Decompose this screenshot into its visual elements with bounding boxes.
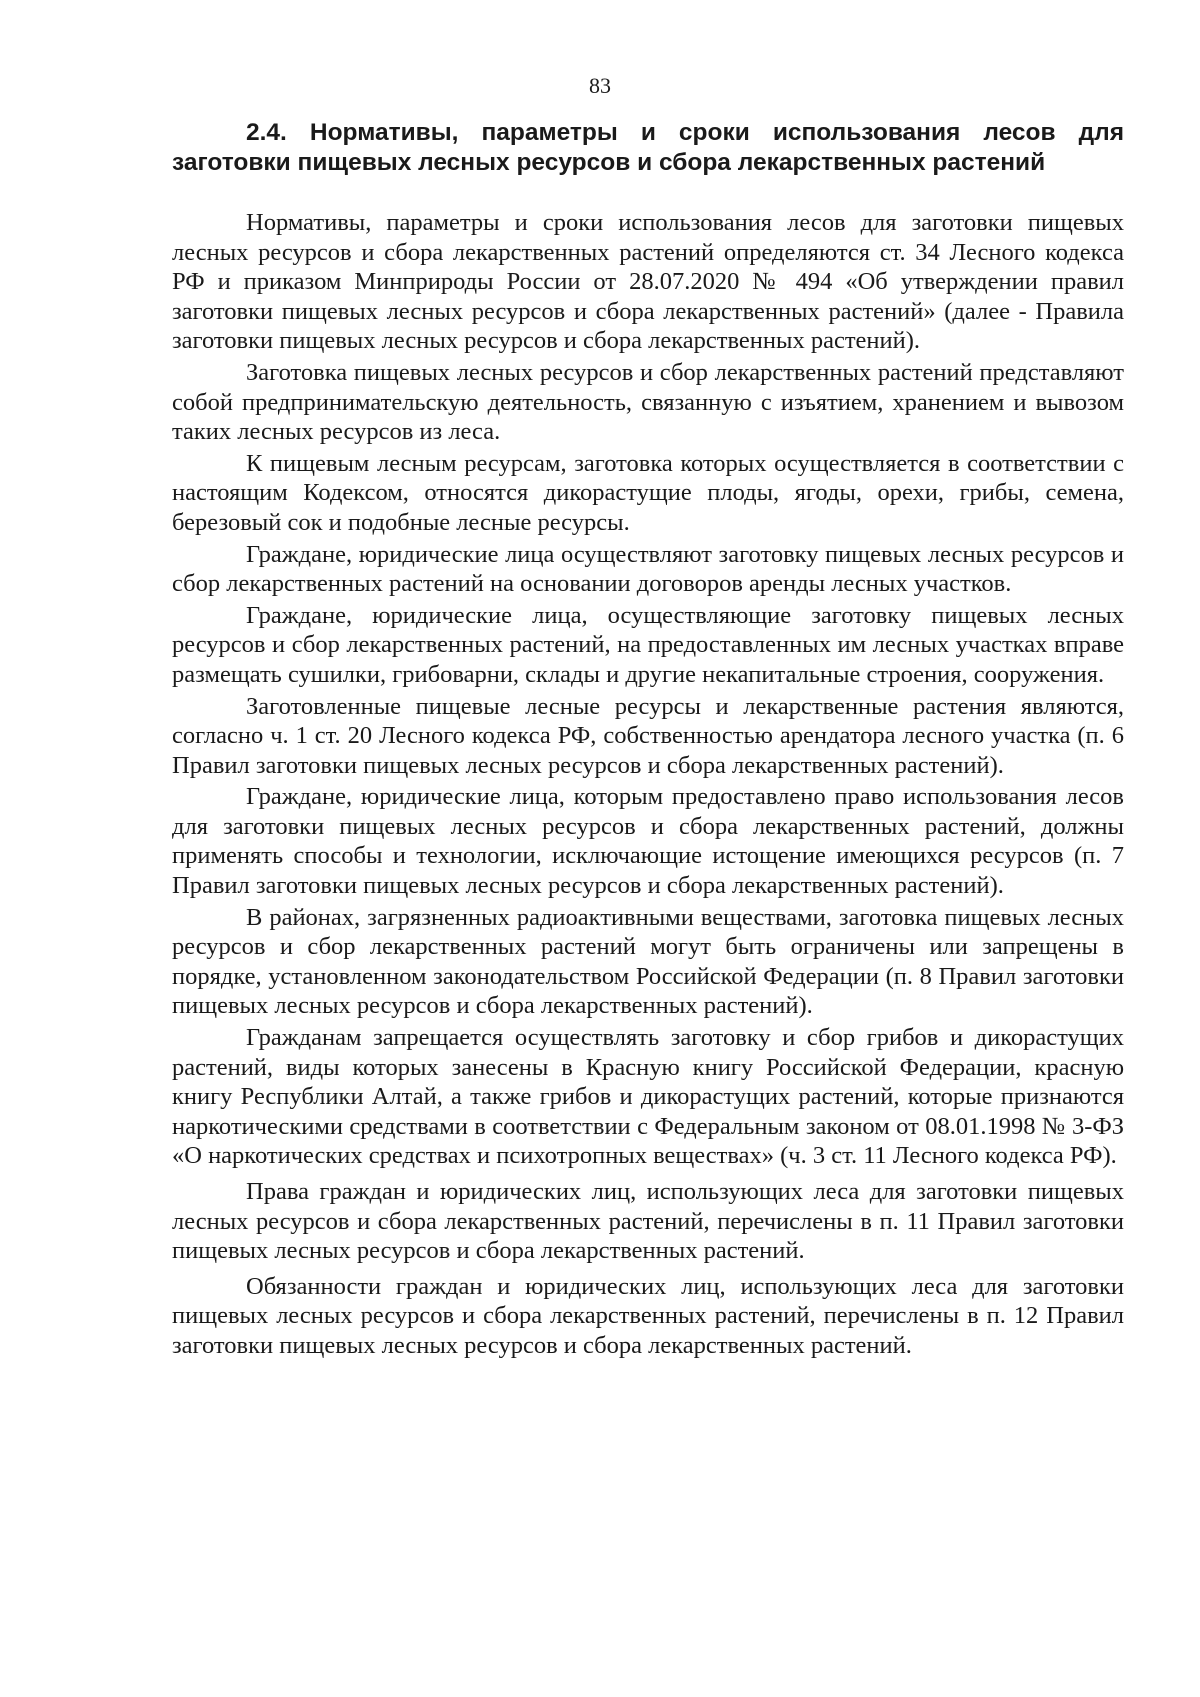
paragraph-9: Гражданам запрещается осуществлять заготовку и сбор грибов и дикорастущих растений, виды которых занесены в Красную книгу Российской Федерации, красную книгу Республики Алтай, а также грибов и дикорастущих растений, которые признаются наркотическими средствами в соответствии с Федеральным законом от 08.01.1998 № 3-ФЗ «О наркотических средствах и психотропных веществах» (ч. 3 ст. 11 Лесного кодекса РФ). [172, 1024, 1124, 1170]
paragraph-1: Нормативы, параметры и сроки использования лесов для заготовки пищевых лесных ресурсов и сбора лекарственных растений определяются ст. 34 Лесного кодекса РФ и приказом Минприроды России от 28.07.2020 № 494 «Об утверждении правил заготовки пищевых лесных ресурсов и сбора лекарственных растений» (далее - Правила заготовки пищевых лесных ресурсов и сбора лекарственных растений). [172, 209, 1124, 355]
paragraph-4: Граждане, юридические лица осуществляют заготовку пищевых лесных ресурсов и сбор лекарственных растений на основании договоров аренды лесных участков. [172, 540, 1124, 598]
paragraph-5: Граждане, юридические лица, осуществляющие заготовку пищевых лесных ресурсов и сбор лекарственных растений, на предоставленных им лесных участках вправе размещать сушилки, грибоварни, склады и другие некапитальные строения, сооружения. [172, 601, 1124, 688]
paragraph-10: Права граждан и юридических лиц, использующих леса для заготовки пищевых лесных ресурсов и сбора лекарственных растений, перечислены в п. 11 Правил заготовки пищевых лесных ресурсов и сбора лекарственных растений. [172, 1178, 1124, 1265]
paragraph-8: В районах, загрязненных радиоактивными веществами, заготовка пищевых лесных ресурсов и сбор лекарственных растений могут быть ограничены или запрещены в порядке, установленном законодательством Российской Федерации (п. 8 Правил заготовки пищевых лесных ресурсов и сбора лекарственных растений). [172, 903, 1124, 1020]
page-number: 83 [589, 73, 611, 98]
section-heading: 2.4. Нормативы, параметры и сроки использования лесов для заготовки пищевых лесных ресурсов и сбора лекарственных растений [172, 119, 1124, 176]
paragraph-6: Заготовленные пищевые лесные ресурсы и лекарственные растения являются, согласно ч. 1 ст. 20 Лесного кодекса РФ, собственностью арендатора лесного участка (п. 6 Правил заготовки пищевых лесных ресурсов и сбора лекарственных растений). [172, 692, 1124, 779]
paragraph-3: К пищевым лесным ресурсам, заготовка которых осуществляется в соответствии с настоящим Кодексом, относятся дикорастущие плоды, ягоды, орехи, грибы, семена, березовый сок и подобные лесные ресурсы. [172, 449, 1124, 536]
paragraph-7: Граждане, юридические лица, которым предоставлено право использования лесов для заготовки пищевых лесных ресурсов и сбора лекарственных растений, должны применять способы и технологии, исключающие истощение имеющихся ресурсов (п. 7 Правил заготовки пищевых лесных ресурсов и сбора лекарственных растений). [172, 783, 1124, 900]
paragraph-2: Заготовка пищевых лесных ресурсов и сбор лекарственных растений представляют собой предпринимательскую деятельность, связанную с изъятием, хранением и вывозом таких лесных ресурсов из леса. [172, 358, 1124, 446]
body-text [172, 208, 1124, 1363]
paragraph-11: Обязанности граждан и юридических лиц, использующих леса для заготовки пищевых лесных ресурсов и сбора лекарственных растений, перечислены в п. 12 Правил заготовки пищевых лесных ресурсов и сбора лекарственных растений. [172, 1272, 1124, 1359]
